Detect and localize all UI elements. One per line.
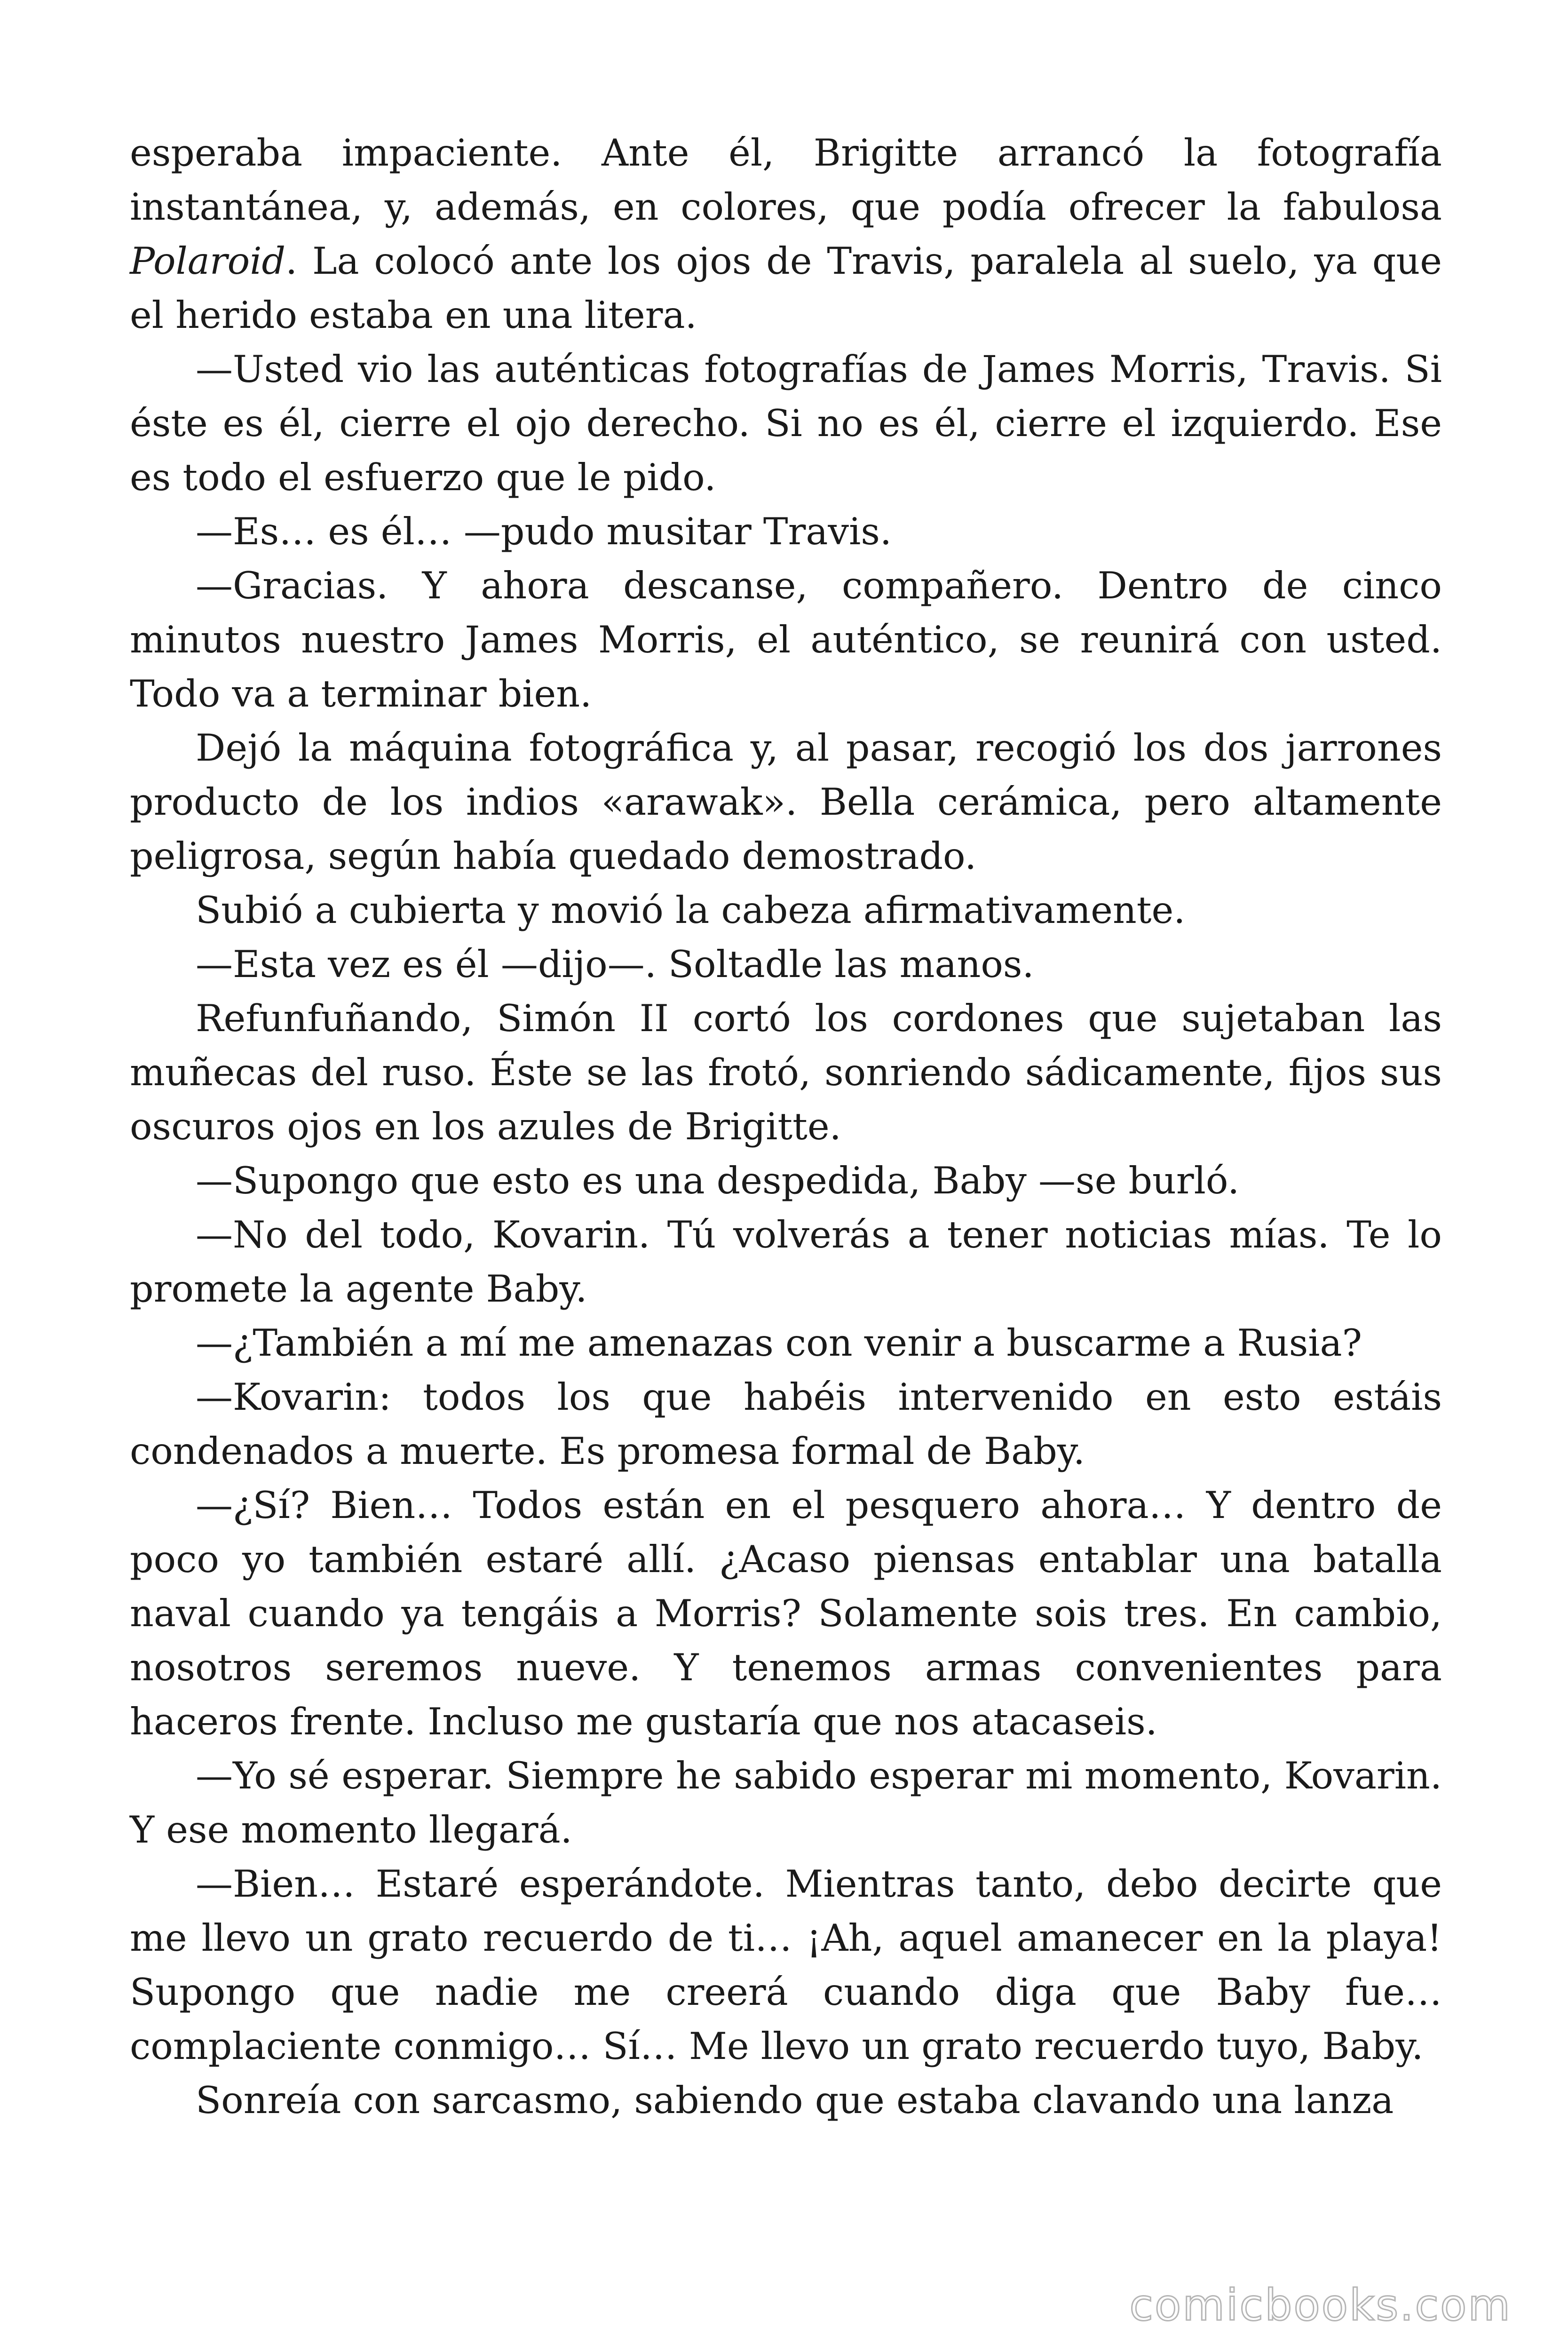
paragraph-text: esperaba impaciente. Ante él, Brigitte arrancó la fotografía instantánea, y, además, en colores, que podía ofrecer la fabulosa	[130, 131, 1442, 229]
book-page	[130, 126, 1442, 2128]
paragraph: —¿También a mí me amenazas con venir a buscarme a Rusia?	[196, 1321, 1362, 1365]
paragraph-last: Sonreía con sarcasmo, sabiendo que estaba clavando una lanza	[196, 2079, 1394, 2122]
paragraph: Dejó la máquina fotográfica y, al pasar, recogió los dos jarrones producto de los indios «arawak». Bella cerámica, pero altamente peligrosa, según había quedado demostrado.	[130, 726, 1442, 878]
paragraph	[130, 126, 1442, 342]
paragraph: Refunfuñando, Simón II cortó los cordones que sujetaban las muñecas del ruso. Éste se las frotó, sonriendo sádicamente, fijos sus oscuros ojos en los azules de Brigitte.	[130, 997, 1442, 1148]
paragraph: —Bien… Estaré esperándote. Mientras tanto, debo decirte que me llevo un grato recuerdo de ti… ¡Ah, aquel amanecer en la playa! Supongo que nadie me creerá cuando diga que Baby fue… complaciente conmigo… Sí… Me llevo un grato recuerdo tuyo, Baby.	[130, 1862, 1442, 2068]
paragraph: —Usted vio las auténticas fotografías de James Morris, Travis. Si éste es él, cierre el ojo derecho. Si no es él, cierre el izquierdo. Ese es todo el esfuerzo que le pido.	[130, 348, 1442, 499]
paragraph: —Esta vez es él —dijo—. Soltadle las manos.	[196, 943, 1034, 986]
paragraph: Subió a cubierta y movió la cabeza afirmativamente.	[196, 889, 1186, 932]
paragraph: —¿Sí? Bien… Todos están en el pesquero ahora… Y dentro de poco yo también estaré allí. ¿Acaso piensas entablar una batalla naval cuando ya tengáis a Morris? Solamente sois tres. En cambio, nosotros seremos nueve. Y tenemos armas convenientes para haceros frente. Incluso me gustaría que nos atacaseis.	[130, 1484, 1442, 1743]
watermark: comicbooks.com	[1129, 2280, 1512, 2330]
paragraph: —Supongo que esto es una despedida, Baby —se burló.	[196, 1159, 1240, 1202]
italic-brand-name: Polaroid	[130, 239, 286, 283]
paragraph-text: . La colocó ante los ojos de Travis, paralela al suelo, ya que el herido estaba en una litera.	[130, 239, 1442, 337]
paragraph: —Es… es él… —pudo musitar Travis.	[196, 510, 892, 553]
paragraph: —Yo sé esperar. Siempre he sabido esperar mi momento, Kovarin. Y ese momento llegará.	[130, 1754, 1442, 1851]
paragraph: —Gracias. Y ahora descanse, compañero. Dentro de cinco minutos nuestro James Morris, el auténtico, se reunirá con usted. Todo va a terminar bien.	[130, 564, 1442, 715]
paragraph: —No del todo, Kovarin. Tú volverás a tener noticias mías. Te lo promete la agente Baby.	[130, 1213, 1442, 1311]
paragraph: —Kovarin: todos los que habéis intervenido en esto estáis condenados a muerte. Es promesa formal de Baby.	[130, 1375, 1442, 1473]
